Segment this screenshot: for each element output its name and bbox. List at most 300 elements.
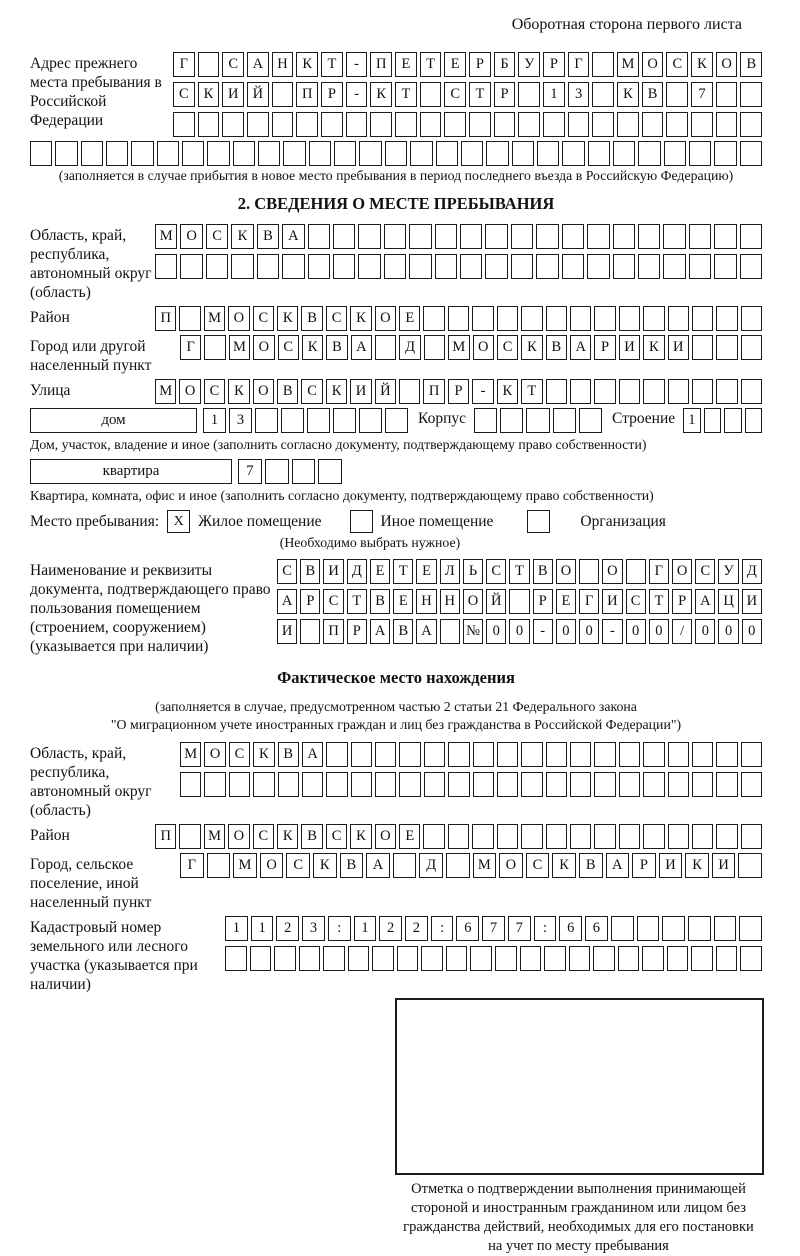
char-cell[interactable]: 7 [482, 916, 505, 941]
char-cell[interactable]: К [277, 306, 298, 331]
char-cell[interactable] [395, 112, 417, 137]
char-cell[interactable]: 7 [238, 459, 262, 484]
char-cell[interactable]: Р [533, 589, 553, 614]
char-cell[interactable] [663, 224, 685, 249]
char-cell[interactable]: К [350, 824, 371, 849]
char-cell[interactable]: А [695, 589, 715, 614]
char-cell[interactable] [274, 946, 296, 971]
char-cell[interactable]: М [448, 335, 469, 360]
char-cell[interactable] [351, 742, 372, 767]
char-cell[interactable] [351, 772, 372, 797]
char-cell[interactable]: Е [444, 52, 466, 77]
char-cell[interactable] [399, 742, 420, 767]
char-cell[interactable]: К [302, 335, 323, 360]
char-cell[interactable] [745, 408, 762, 433]
char-cell[interactable]: П [370, 52, 392, 77]
char-cell[interactable] [326, 772, 347, 797]
char-cell[interactable] [741, 335, 762, 360]
char-cell[interactable] [520, 946, 542, 971]
char-cell[interactable] [511, 224, 533, 249]
char-cell[interactable] [173, 112, 195, 137]
char-cell[interactable]: И [659, 853, 683, 878]
char-cell[interactable] [668, 742, 689, 767]
char-cell[interactable]: Е [370, 559, 390, 584]
char-cell[interactable] [472, 824, 493, 849]
char-cell[interactable] [643, 742, 664, 767]
char-cell[interactable] [409, 224, 431, 249]
char-cell[interactable]: - [533, 619, 553, 644]
char-cell[interactable] [716, 82, 738, 107]
char-cell[interactable] [397, 946, 419, 971]
char-cell[interactable] [375, 742, 396, 767]
char-cell[interactable]: Г [173, 52, 195, 77]
char-cell[interactable]: 1 [203, 408, 226, 433]
char-cell[interactable] [444, 112, 466, 137]
char-cell[interactable] [592, 82, 614, 107]
char-cell[interactable]: Н [440, 589, 460, 614]
char-cell[interactable] [738, 853, 762, 878]
char-cell[interactable]: К [350, 306, 371, 331]
char-cell[interactable]: 0 [556, 619, 576, 644]
char-cell[interactable]: О [180, 224, 202, 249]
char-cell[interactable] [668, 379, 689, 404]
char-cell[interactable]: В [257, 224, 279, 249]
char-cell[interactable]: А [302, 742, 323, 767]
char-cell[interactable] [716, 306, 737, 331]
char-cell[interactable]: У [718, 559, 738, 584]
char-cell[interactable] [714, 254, 736, 279]
char-cell[interactable]: И [222, 82, 244, 107]
char-cell[interactable] [393, 853, 417, 878]
char-cell[interactable] [460, 254, 482, 279]
char-cell[interactable] [714, 916, 737, 941]
char-cell[interactable] [546, 772, 567, 797]
char-cell[interactable] [546, 824, 567, 849]
char-cell[interactable] [569, 946, 591, 971]
char-cell[interactable] [421, 946, 443, 971]
char-cell[interactable]: 0 [486, 619, 506, 644]
char-cell[interactable] [594, 742, 615, 767]
char-cell[interactable] [536, 224, 558, 249]
char-cell[interactable] [740, 224, 762, 249]
char-cell[interactable]: В [740, 52, 762, 77]
char-cell[interactable] [30, 141, 52, 166]
char-cell[interactable] [348, 946, 370, 971]
char-cell[interactable] [299, 946, 321, 971]
char-cell[interactable]: 6 [456, 916, 479, 941]
char-cell[interactable] [587, 254, 609, 279]
char-cell[interactable]: Б [494, 52, 516, 77]
char-cell[interactable]: Т [521, 379, 542, 404]
char-cell[interactable]: С [278, 335, 299, 360]
char-cell[interactable] [689, 254, 711, 279]
char-cell[interactable] [638, 224, 660, 249]
char-cell[interactable] [668, 824, 689, 849]
char-cell[interactable] [333, 408, 356, 433]
char-cell[interactable] [509, 589, 529, 614]
char-cell[interactable]: И [668, 335, 689, 360]
char-cell[interactable] [594, 379, 615, 404]
char-cell[interactable]: К [198, 82, 220, 107]
char-cell[interactable]: Ц [718, 589, 738, 614]
char-cell[interactable] [272, 112, 294, 137]
char-cell[interactable] [207, 141, 229, 166]
char-cell[interactable] [638, 141, 660, 166]
char-cell[interactable]: - [346, 82, 368, 107]
char-cell[interactable]: К [231, 224, 253, 249]
char-cell[interactable]: М [617, 52, 639, 77]
char-cell[interactable] [309, 141, 331, 166]
char-cell[interactable] [663, 254, 685, 279]
char-cell[interactable] [131, 141, 153, 166]
char-cell[interactable] [346, 112, 368, 137]
char-cell[interactable] [308, 224, 330, 249]
char-cell[interactable] [521, 306, 542, 331]
char-cell[interactable]: Г [180, 335, 201, 360]
char-cell[interactable] [716, 946, 738, 971]
char-cell[interactable] [436, 141, 458, 166]
char-cell[interactable] [692, 335, 713, 360]
char-cell[interactable] [265, 459, 289, 484]
char-cell[interactable] [741, 824, 762, 849]
char-cell[interactable]: В [326, 335, 347, 360]
char-cell[interactable] [423, 824, 444, 849]
char-cell[interactable] [613, 224, 635, 249]
char-cell[interactable] [448, 772, 469, 797]
char-cell[interactable]: А [282, 224, 304, 249]
char-cell[interactable] [562, 141, 584, 166]
char-cell[interactable] [206, 254, 228, 279]
char-cell[interactable] [461, 141, 483, 166]
char-cell[interactable] [229, 772, 250, 797]
char-cell[interactable]: Р [594, 335, 615, 360]
char-cell[interactable] [613, 254, 635, 279]
char-cell[interactable] [282, 254, 304, 279]
char-cell[interactable] [537, 141, 559, 166]
char-cell[interactable] [592, 52, 614, 77]
char-cell[interactable]: Е [393, 589, 413, 614]
char-cell[interactable]: М [233, 853, 257, 878]
char-cell[interactable] [179, 824, 200, 849]
char-cell[interactable]: С [222, 52, 244, 77]
char-cell[interactable] [579, 559, 599, 584]
char-cell[interactable] [182, 141, 204, 166]
char-cell[interactable] [375, 772, 396, 797]
char-cell[interactable]: С [486, 559, 506, 584]
char-cell[interactable] [662, 916, 685, 941]
char-cell[interactable] [546, 306, 567, 331]
char-cell[interactable] [740, 112, 762, 137]
char-cell[interactable]: И [712, 853, 736, 878]
char-cell[interactable]: К [497, 379, 518, 404]
char-cell[interactable] [568, 112, 590, 137]
char-cell[interactable] [643, 824, 664, 849]
char-cell[interactable]: М [204, 824, 225, 849]
char-cell[interactable]: Е [556, 589, 576, 614]
char-cell[interactable]: О [179, 379, 200, 404]
char-cell[interactable]: Е [399, 306, 420, 331]
char-cell[interactable] [546, 742, 567, 767]
char-cell[interactable]: С [253, 306, 274, 331]
char-cell[interactable] [668, 306, 689, 331]
char-cell[interactable]: К [296, 52, 318, 77]
char-cell[interactable] [638, 254, 660, 279]
char-cell[interactable]: О [253, 335, 274, 360]
char-cell[interactable] [370, 112, 392, 137]
char-cell[interactable] [741, 772, 762, 797]
char-cell[interactable]: И [619, 335, 640, 360]
char-cell[interactable]: О [499, 853, 523, 878]
char-cell[interactable]: В [546, 335, 567, 360]
char-cell[interactable]: К [253, 742, 274, 767]
char-cell[interactable]: 1 [225, 916, 248, 941]
char-cell[interactable]: С [666, 52, 688, 77]
char-cell[interactable] [740, 141, 762, 166]
char-cell[interactable]: Р [672, 589, 692, 614]
char-cell[interactable]: О [260, 853, 284, 878]
char-cell[interactable] [642, 112, 664, 137]
char-cell[interactable]: В [642, 82, 664, 107]
char-cell[interactable]: Р [543, 52, 565, 77]
char-cell[interactable] [570, 772, 591, 797]
char-cell[interactable]: 6 [559, 916, 582, 941]
char-cell[interactable] [207, 853, 231, 878]
char-cell[interactable]: 0 [742, 619, 762, 644]
char-cell[interactable] [485, 224, 507, 249]
char-cell[interactable] [688, 916, 711, 941]
char-cell[interactable]: П [423, 379, 444, 404]
char-cell[interactable]: Г [568, 52, 590, 77]
char-cell[interactable] [570, 379, 591, 404]
char-cell[interactable]: А [570, 335, 591, 360]
char-cell[interactable] [424, 335, 445, 360]
char-cell[interactable]: О [463, 589, 483, 614]
char-cell[interactable]: 7 [508, 916, 531, 941]
char-cell[interactable]: В [393, 619, 413, 644]
char-cell[interactable]: В [370, 589, 390, 614]
char-cell[interactable] [741, 306, 762, 331]
char-cell[interactable]: В [300, 559, 320, 584]
char-cell[interactable]: 3 [229, 408, 252, 433]
char-cell[interactable]: Г [649, 559, 669, 584]
house-type-box[interactable]: дом [30, 408, 197, 433]
char-cell[interactable] [741, 379, 762, 404]
char-cell[interactable] [716, 112, 738, 137]
char-cell[interactable]: В [301, 306, 322, 331]
char-cell[interactable]: Т [649, 589, 669, 614]
char-cell[interactable]: Ь [463, 559, 483, 584]
char-cell[interactable] [740, 946, 762, 971]
char-cell[interactable]: Т [395, 82, 417, 107]
char-cell[interactable] [637, 916, 660, 941]
char-cell[interactable]: И [277, 619, 297, 644]
char-cell[interactable]: В [277, 379, 298, 404]
char-cell[interactable]: № [463, 619, 483, 644]
char-cell[interactable]: С [253, 824, 274, 849]
char-cell[interactable] [283, 141, 305, 166]
char-cell[interactable]: Р [469, 52, 491, 77]
char-cell[interactable]: Д [419, 853, 443, 878]
char-cell[interactable]: Л [440, 559, 460, 584]
char-cell[interactable]: К [617, 82, 639, 107]
char-cell[interactable] [666, 82, 688, 107]
char-cell[interactable] [536, 254, 558, 279]
char-cell[interactable]: Д [742, 559, 762, 584]
char-cell[interactable]: 0 [579, 619, 599, 644]
char-cell[interactable] [372, 946, 394, 971]
char-cell[interactable]: П [296, 82, 318, 107]
char-cell[interactable] [278, 772, 299, 797]
char-cell[interactable]: И [742, 589, 762, 614]
char-cell[interactable] [399, 772, 420, 797]
char-cell[interactable] [258, 141, 280, 166]
char-cell[interactable] [643, 772, 664, 797]
char-cell[interactable] [741, 742, 762, 767]
char-cell[interactable]: О [375, 306, 396, 331]
char-cell[interactable] [233, 141, 255, 166]
char-cell[interactable] [307, 408, 330, 433]
char-cell[interactable] [619, 772, 640, 797]
stay-type-other-checkbox[interactable] [350, 510, 373, 533]
char-cell[interactable] [562, 224, 584, 249]
char-cell[interactable] [180, 254, 202, 279]
char-cell[interactable] [643, 306, 664, 331]
char-cell[interactable]: К [521, 335, 542, 360]
char-cell[interactable] [704, 408, 721, 433]
char-cell[interactable] [518, 112, 540, 137]
char-cell[interactable] [435, 254, 457, 279]
char-cell[interactable]: - [602, 619, 622, 644]
char-cell[interactable]: 6 [585, 916, 608, 941]
char-cell[interactable] [180, 772, 201, 797]
char-cell[interactable] [155, 254, 177, 279]
char-cell[interactable]: М [155, 379, 176, 404]
char-cell[interactable] [435, 224, 457, 249]
char-cell[interactable]: К [326, 379, 347, 404]
char-cell[interactable] [619, 379, 640, 404]
char-cell[interactable]: М [229, 335, 250, 360]
char-cell[interactable] [333, 254, 355, 279]
char-cell[interactable]: К [313, 853, 337, 878]
char-cell[interactable] [385, 408, 408, 433]
char-cell[interactable]: С [206, 224, 228, 249]
char-cell[interactable] [611, 916, 634, 941]
char-cell[interactable] [570, 824, 591, 849]
char-cell[interactable] [409, 254, 431, 279]
char-cell[interactable]: М [180, 742, 201, 767]
char-cell[interactable]: Т [420, 52, 442, 77]
char-cell[interactable] [255, 408, 278, 433]
char-cell[interactable]: М [473, 853, 497, 878]
char-cell[interactable]: - [346, 52, 368, 77]
char-cell[interactable]: С [444, 82, 466, 107]
char-cell[interactable] [500, 408, 523, 433]
char-cell[interactable] [300, 619, 320, 644]
char-cell[interactable] [424, 742, 445, 767]
char-cell[interactable] [55, 141, 77, 166]
char-cell[interactable] [231, 254, 253, 279]
char-cell[interactable] [716, 742, 737, 767]
char-cell[interactable]: С [277, 559, 297, 584]
char-cell[interactable]: В [301, 824, 322, 849]
char-cell[interactable]: С [526, 853, 550, 878]
char-cell[interactable] [257, 254, 279, 279]
char-cell[interactable] [740, 82, 762, 107]
char-cell[interactable]: О [642, 52, 664, 77]
char-cell[interactable]: А [247, 52, 269, 77]
stay-type-organization-checkbox[interactable] [527, 510, 550, 533]
char-cell[interactable]: Е [416, 559, 436, 584]
char-cell[interactable] [333, 224, 355, 249]
char-cell[interactable] [716, 772, 737, 797]
char-cell[interactable] [617, 112, 639, 137]
char-cell[interactable] [420, 112, 442, 137]
char-cell[interactable] [359, 408, 382, 433]
char-cell[interactable] [594, 824, 615, 849]
char-cell[interactable] [689, 141, 711, 166]
char-cell[interactable] [446, 946, 468, 971]
char-cell[interactable]: К [228, 379, 249, 404]
char-cell[interactable]: А [366, 853, 390, 878]
char-cell[interactable] [334, 141, 356, 166]
char-cell[interactable] [358, 224, 380, 249]
char-cell[interactable]: Р [632, 853, 656, 878]
char-cell[interactable] [81, 141, 103, 166]
char-cell[interactable] [691, 112, 713, 137]
char-cell[interactable] [592, 112, 614, 137]
char-cell[interactable] [384, 254, 406, 279]
char-cell[interactable]: А [351, 335, 372, 360]
char-cell[interactable]: С [173, 82, 195, 107]
char-cell[interactable] [179, 306, 200, 331]
char-cell[interactable]: С [204, 379, 225, 404]
char-cell[interactable] [440, 619, 460, 644]
char-cell[interactable] [326, 742, 347, 767]
char-cell[interactable] [204, 772, 225, 797]
char-cell[interactable] [204, 335, 225, 360]
char-cell[interactable]: П [155, 306, 176, 331]
char-cell[interactable] [473, 742, 494, 767]
char-cell[interactable]: Т [321, 52, 343, 77]
char-cell[interactable]: С [326, 306, 347, 331]
char-cell[interactable] [281, 408, 304, 433]
char-cell[interactable] [740, 254, 762, 279]
char-cell[interactable]: А [277, 589, 297, 614]
char-cell[interactable]: 0 [649, 619, 669, 644]
char-cell[interactable]: О [473, 335, 494, 360]
char-cell[interactable]: Т [347, 589, 367, 614]
char-cell[interactable]: С [695, 559, 715, 584]
char-cell[interactable]: В [278, 742, 299, 767]
char-cell[interactable] [692, 379, 713, 404]
char-cell[interactable]: В [533, 559, 553, 584]
char-cell[interactable]: С [626, 589, 646, 614]
char-cell[interactable] [321, 112, 343, 137]
char-cell[interactable] [692, 742, 713, 767]
char-cell[interactable]: - [472, 379, 493, 404]
char-cell[interactable] [247, 112, 269, 137]
char-cell[interactable]: А [370, 619, 390, 644]
char-cell[interactable] [570, 742, 591, 767]
char-cell[interactable]: 1 [251, 916, 274, 941]
char-cell[interactable] [666, 112, 688, 137]
char-cell[interactable] [225, 946, 247, 971]
char-cell[interactable]: 1 [354, 916, 377, 941]
char-cell[interactable] [358, 254, 380, 279]
char-cell[interactable] [594, 306, 615, 331]
char-cell[interactable] [692, 772, 713, 797]
char-cell[interactable] [521, 742, 542, 767]
